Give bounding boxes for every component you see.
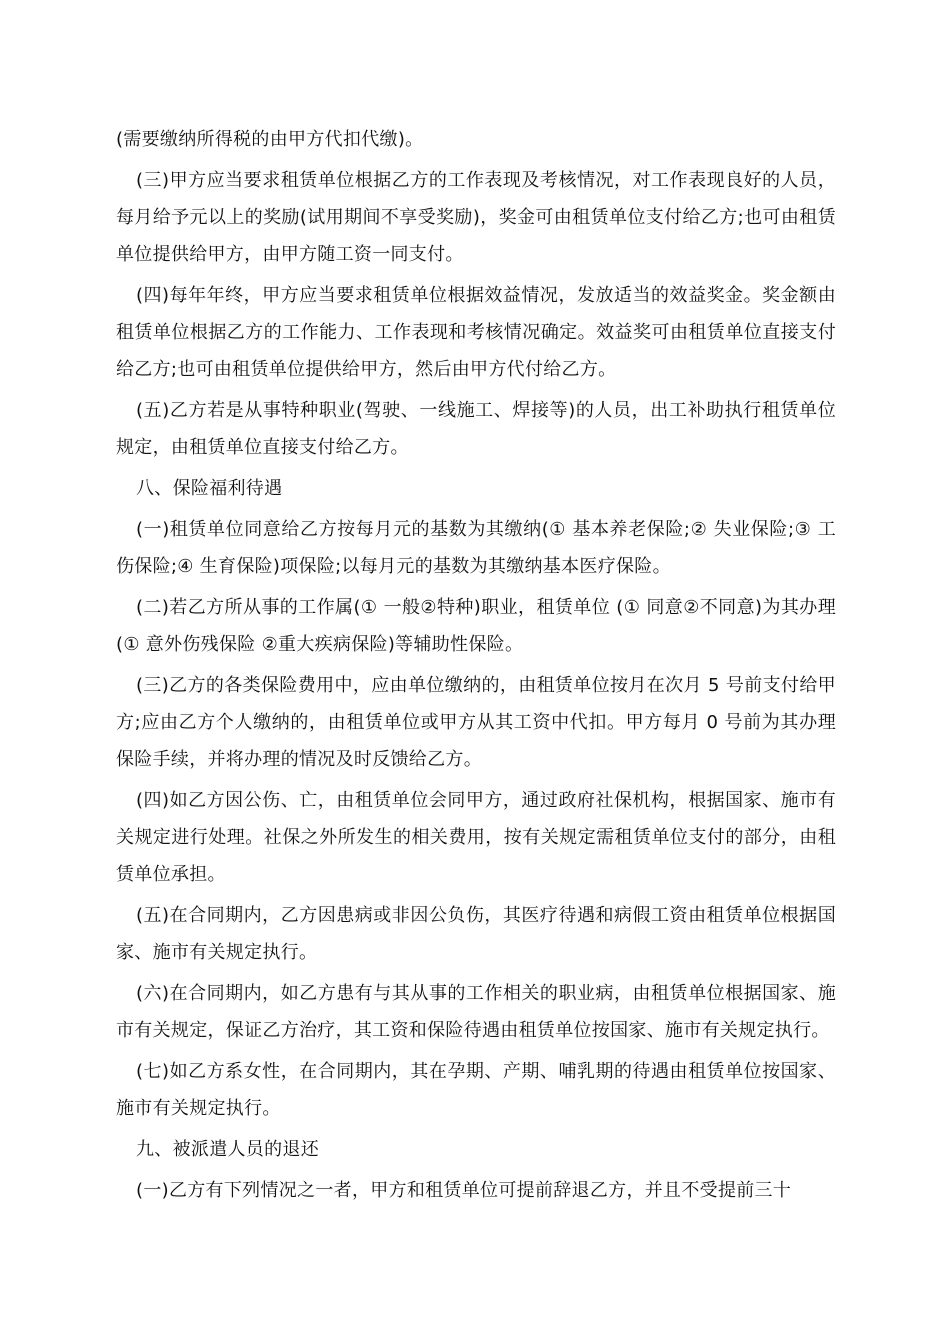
paragraph-female-employee: (七)如乙方系女性，在合同期内，其在孕期、产期、哺乳期的待遇由租赁单位按国家、施市有关规定执行。 [116,1061,836,1119]
document-body [116,121,836,1213]
paragraph-monthly-bonus: (三)甲方应当要求租赁单位根据乙方的工作表现及考核情况，对工作表现良好的人员，每月给予元以上的奖励(试用期间不享受奖励)，奖金可由租赁单位支付给乙方;也可由租赁单位提供给甲方，由甲方随工资一同支付。 [116,170,836,265]
paragraph-occupational-disease: (六)在合同期内，如乙方患有与其从事的工作相关的职业病，由租赁单位根据国家、施市有关规定，保证乙方治疗，其工资和保险待遇由租赁单位按国家、施市有关规定执行。 [116,983,836,1041]
paragraph-auxiliary-insurance: (二)若乙方所从事的工作属(① 一般②特种)职业，租赁单位 (① 同意②不同意)为其办理 (① 意外伤残保险 ②重大疾病保险)等辅助性保险。 [116,597,836,655]
paragraph-insurance-payment: (三)乙方的各类保险费用中，应由单位缴纳的，由租赁单位按月在次月 5 号前支付给甲方;应由乙方个人缴纳的，由租赁单位或甲方从其工资中代扣。甲方每月 0 号前为其办理保险手续，并将办理的情况及时反馈给乙方。 [116,675,836,770]
paragraph-work-injury: (四)如乙方因公伤、亡，由租赁单位会同甲方，通过政府社保机构，根据国家、施市有关规定进行处理。社保之外所发生的相关费用，按有关规定需租赁单位支付的部分，由租赁单位承担。 [116,790,836,885]
paragraph-tax-note: (需要缴纳所得税的由甲方代扣代缴)。 [116,129,424,150]
paragraph-special-work-allowance: (五)乙方若是从事特种职业(驾驶、一线施工、焊接等)的人员，出工补助执行租赁单位规定，由租赁单位直接支付给乙方。 [116,400,836,458]
paragraph-insurance-contribution: (一)租赁单位同意给乙方按每月元的基数为其缴纳(① 基本养老保险;② 失业保险;③ 工伤保险;④ 生育保险)项保险;以每月元的基数为其缴纳基本医疗保险。 [116,519,836,577]
paragraph-annual-bonus: (四)每年年终，甲方应当要求租赁单位根据效益情况，发放适当的效益奖金。奖金额由租赁单位根据乙方的工作能力、工作表现和考核情况确定。效益奖可由租赁单位直接支付给乙方;也可由租赁单位提供给甲方，然后由甲方代付给乙方。 [116,285,836,380]
section-heading-insurance-benefits: 八、保险福利待遇 [136,478,283,499]
paragraph-sick-leave: (五)在合同期内，乙方因患病或非因公负伤，其医疗待遇和病假工资由租赁单位根据国家、施市有关规定执行。 [116,905,836,963]
section-heading-dispatched-return: 九、被派遣人员的退还 [136,1139,319,1160]
paragraph-early-dismissal: (一)乙方有下列情况之一者，甲方和租赁单位可提前辞退乙方，并且不受提前三十 [136,1180,792,1201]
